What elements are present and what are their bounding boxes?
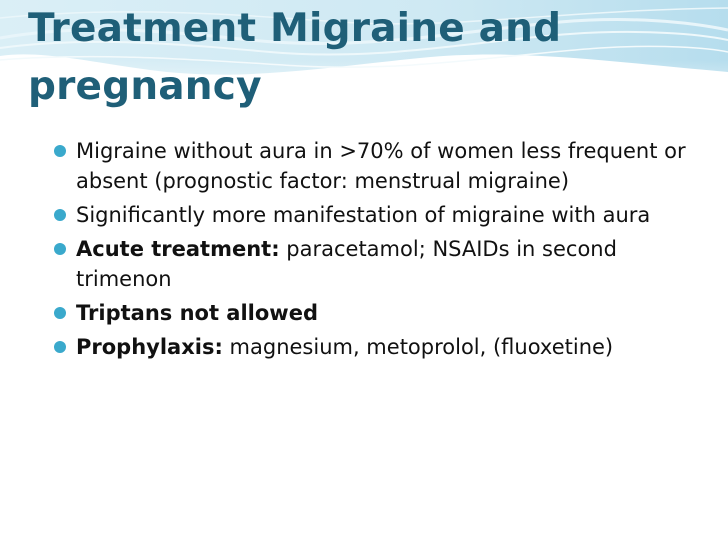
bullet-text: magnesium, metoprolol, (fluoxetine): [222, 335, 614, 359]
bullet-bold-label: Acute treatment:: [76, 237, 280, 261]
bullet-dot-icon: [54, 145, 66, 157]
bullet-item: [54, 200, 694, 230]
bullet-dot-icon: [54, 243, 66, 255]
bullet-bold-label: Prophylaxis:: [76, 335, 223, 359]
bullet-item: [54, 298, 694, 328]
bullet-text: Migraine without aura in >70% of women less frequent or absent (prognostic factor: menstrual migraine): [76, 139, 686, 193]
bullet-dot-icon: [54, 341, 66, 353]
bullet-dot-icon: [54, 307, 66, 319]
bullet-item: [54, 234, 694, 294]
bullet-list: [54, 136, 694, 366]
bullet-item: [54, 136, 694, 196]
bullet-dot-icon: [54, 209, 66, 221]
bullet-bold-label: Triptans not allowed: [76, 301, 318, 325]
bullet-text: paracetamol; NSAIDs in second trimenon: [76, 237, 617, 291]
slide-title: Treatment Migraine and pregnancy: [28, 6, 562, 109]
bullet-text: Significantly more manifestation of migraine with aura: [76, 203, 651, 227]
bullet-item: [54, 332, 694, 362]
